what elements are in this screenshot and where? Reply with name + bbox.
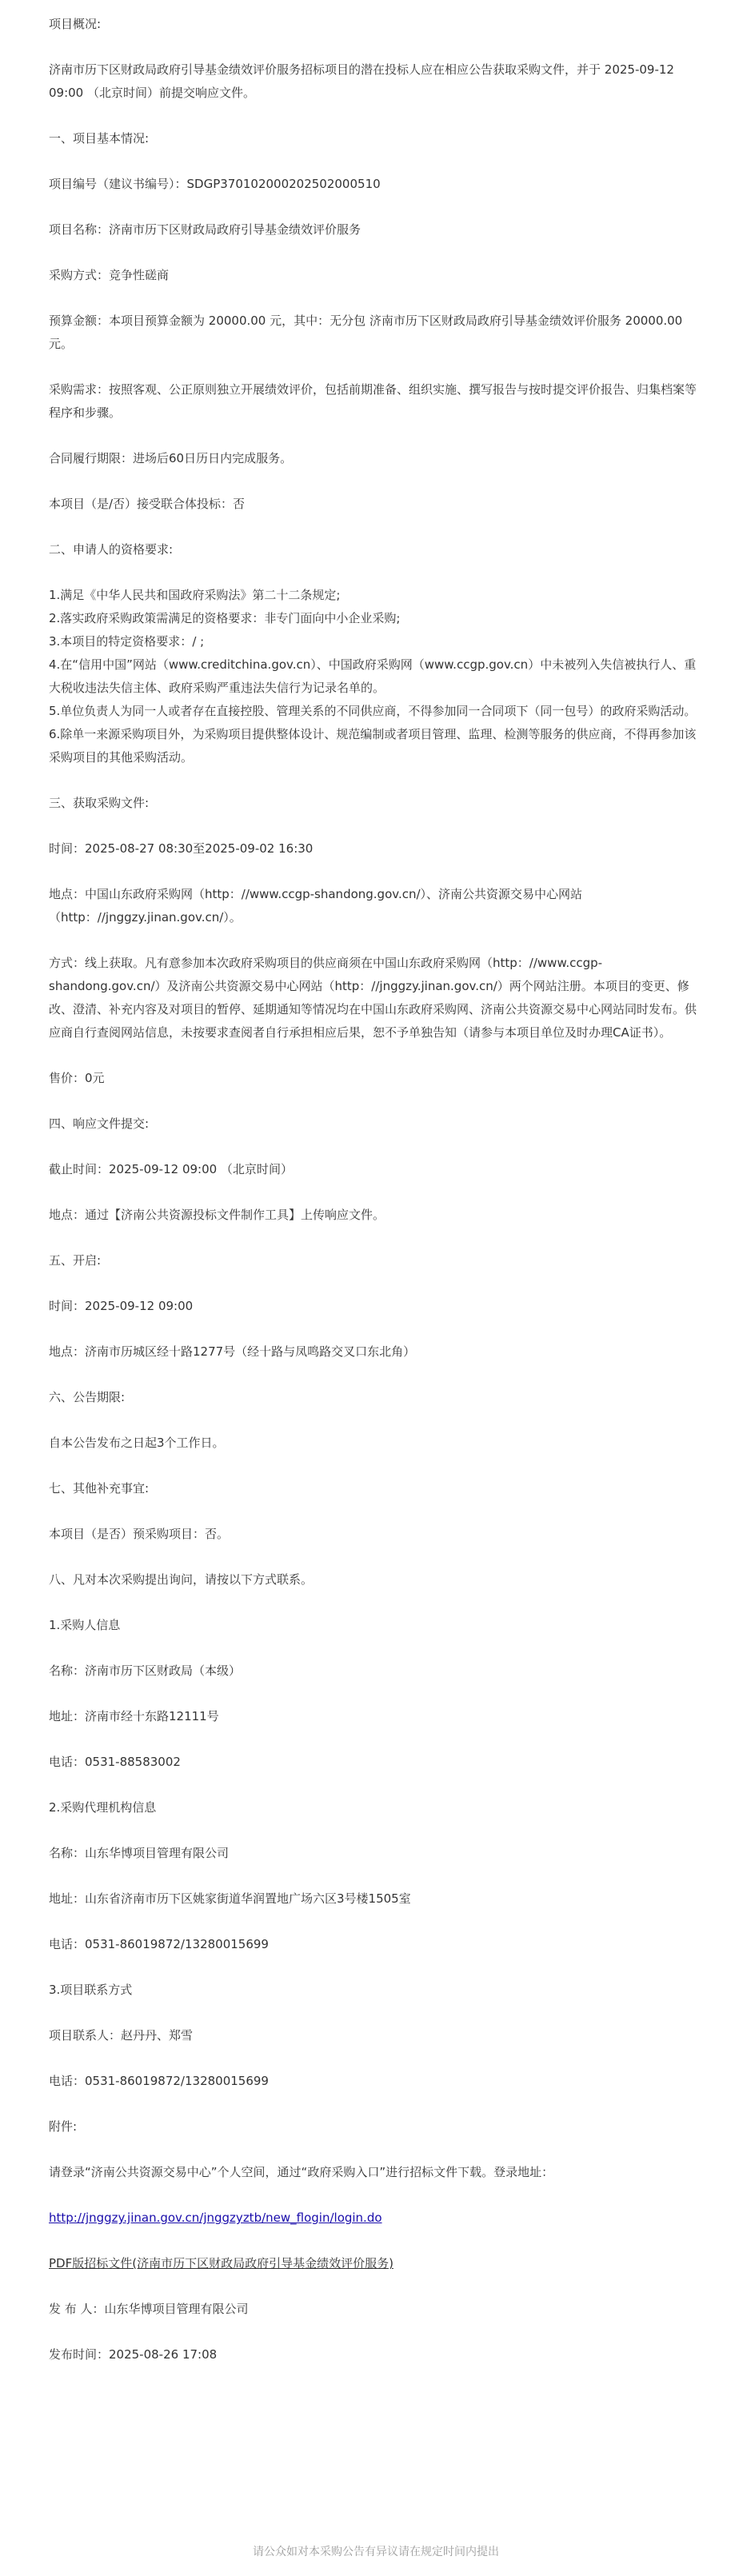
buyer-name: 名称：济南市历下区财政局（本级） [49, 1663, 242, 1678]
agency-phone: 电话：0531-86019872/13280015699 [49, 1937, 269, 1951]
qualification-item: 1.满足《中华人民共和国政府采购法》第二十二条规定; [49, 588, 341, 602]
acquisition-method: 方式：线上获取。凡有意参加本次政府采购项目的供应商须在中国山东政府采购网（http：//www.ccgp-shandong.gov.cn/）及济南公共资源交易中心网站（http：//jnggzy.jinan.gov.cn/）两个网站注册。本项目的变更、修改、澄清、补充内容及对项目的暂停、延期通知等情况均在中国山东政府采购网、济南公共资源交易中心网站同时发布。供应商自行查阅网站信息，未按要求查阅者自行承担相应后果，恕不予单独告知（请参与本项目单位及时办理CA证书）。 [49, 956, 697, 1040]
qualification-item: 5.单位负责人为同一人或者存在直接控股、管理关系的不同供应商，不得参加同一合同项下（同一包号）的政府采购活动。 [49, 704, 697, 718]
qualification-item: 3.本项目的特定资格要求：/ ; [49, 634, 205, 649]
section2-heading: 二、申请人的资格要求: [49, 542, 174, 557]
document-price: 售价：0元 [49, 1071, 105, 1085]
agency-address: 地址：山东省济南市历下区姚家街道华润置地广场六区3号楼1505室 [49, 1891, 411, 1906]
attachment-label: 附件: [49, 2119, 78, 2134]
procurement-method: 采购方式：竞争性磋商 [49, 268, 170, 282]
attachment-instruction: 请登录“济南公共资源交易中心”个人空间，通过“政府采购入口”进行招标文件下载。登录地址： [49, 2165, 554, 2179]
buyer-info-title: 1.采购人信息 [49, 1618, 121, 1632]
publisher-name: 发 布 人：山东华博项目管理有限公司 [49, 2302, 249, 2316]
procurement-requirement: 采购需求：按照客观、公正原则独立开展绩效评价，包括前期准备、组织实施、撰写报告与按时提交评价报告、归集档案等程序和步骤。 [49, 382, 697, 420]
opening-time: 时间：2025-09-12 09:00 [49, 1299, 194, 1313]
qualification-item: 6.除单一来源采购项目外，为采购项目提供整体设计、规范编制或者项目管理、监理、检测等服务的供应商，不得再参加该采购项目的其他采购活动。 [49, 727, 697, 765]
announcement-period: 自本公告发布之日起3个工作日。 [49, 1436, 225, 1450]
agency-name: 名称：山东华博项目管理有限公司 [49, 1846, 230, 1860]
login-url-link[interactable]: http://jnggzy.jinan.gov.cn/jnggzyztb/new_flogin/login.do [49, 2211, 382, 2225]
qualification-item: 4.在“信用中国”网站（www.creditchina.gov.cn）、中国政府采购网（www.ccgp.gov.cn）中未被列入失信被执行人、重大税收违法失信主体、政府采购严重违法失信行为记录名单的。 [49, 657, 697, 695]
buyer-address: 地址：济南市经十东路12111号 [49, 1709, 219, 1723]
section5-heading: 五、开启: [49, 1253, 102, 1268]
overview-heading: 项目概况: [49, 17, 102, 31]
project-name: 项目名称：济南市历下区财政局政府引导基金绩效评价服务 [49, 222, 362, 237]
budget-amount: 预算金额：本项目预算金额为 20000.00 元，其中：无分包 济南市历下区财政局政府引导基金绩效评价服务 20000.00 元。 [49, 314, 683, 351]
opening-place: 地点：济南市历城区经十路1277号（经十路与凤鸣路交叉口东北角） [49, 1344, 416, 1359]
publish-time: 发布时间：2025-08-26 17:08 [49, 2347, 218, 2362]
contact-info-title: 3.项目联系方式 [49, 1983, 133, 1997]
contact-person: 项目联系人：赵丹丹、郑雪 [49, 2028, 194, 2043]
acquisition-place: 地点：中国山东政府采购网（http：//www.ccgp-shandong.gov.cn/）、济南公共资源交易中心网站（http：//jnggzy.jinan.gov.cn/）。 [49, 887, 583, 925]
qualification-item: 2.落实政府采购政策需满足的资格要求：非专门面向中小企业采购; [49, 611, 401, 625]
overview-text: 济南市历下区财政局政府引导基金绩效评价服务招标项目的潜在投标人应在相应公告获取采购文件，并于 2025-09-12 09:00 （北京时间）前提交响应文件。 [49, 62, 674, 100]
pdf-tender-document-link[interactable]: PDF版招标文件(济南市历下区财政局政府引导基金绩效评价服务) [49, 2256, 393, 2270]
project-number: 项目编号（建议书编号）：SDGP370102000202502000510 [49, 177, 381, 191]
agency-info-title: 2.采购代理机构信息 [49, 1800, 157, 1815]
submission-deadline: 截止时间：2025-09-12 09:00 （北京时间） [49, 1162, 293, 1176]
submission-place: 地点：通过【济南公共资源投标文件制作工具】上传响应文件。 [49, 1208, 385, 1222]
supplementary-text: 本项目（是否）预采购项目：否。 [49, 1527, 230, 1541]
announcement-document [49, 0, 703, 2366]
contract-term: 合同履行期限：进场后60日历日内完成服务。 [49, 451, 293, 465]
section3-heading: 三、获取采购文件: [49, 796, 150, 810]
section1-heading: 一、项目基本情况: [49, 131, 150, 146]
consortium-policy: 本项目（是/否）接受联合体投标：否 [49, 497, 246, 511]
section7-heading: 七、其他补充事宜: [49, 1481, 150, 1496]
acquisition-time: 时间：2025-08-27 08:30至2025-09-02 16:30 [49, 841, 314, 856]
contact-phone: 电话：0531-86019872/13280015699 [49, 2074, 269, 2088]
buyer-phone: 电话：0531-88583002 [49, 1755, 181, 1769]
section8-heading: 八、凡对本次采购提出询问，请按以下方式联系。 [49, 1572, 314, 1587]
footer-notice: 请公众如对本采购公告有异议请在规定时间内提出 [253, 2546, 499, 2558]
section4-heading: 四、响应文件提交: [49, 1116, 150, 1131]
section6-heading: 六、公告期限: [49, 1390, 126, 1404]
